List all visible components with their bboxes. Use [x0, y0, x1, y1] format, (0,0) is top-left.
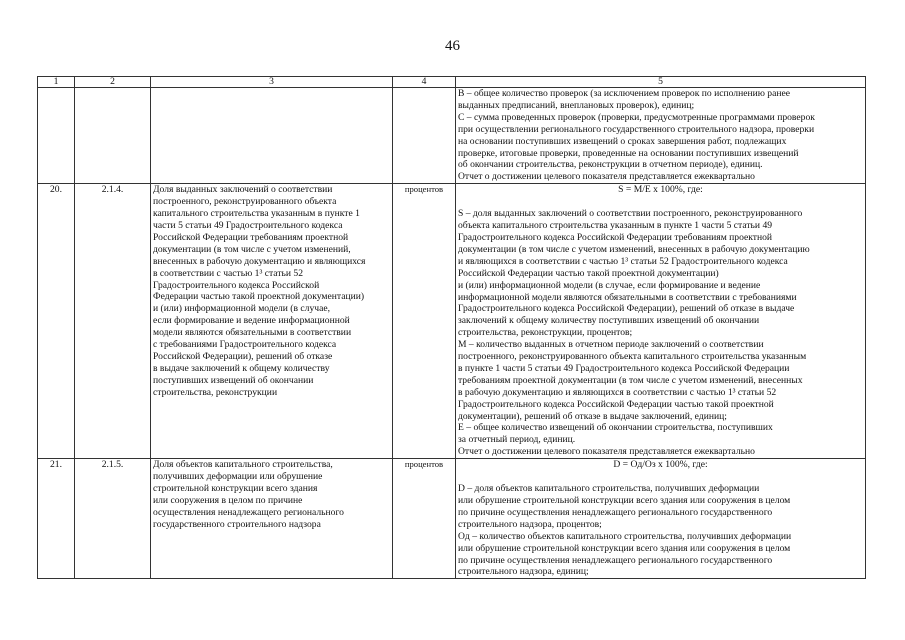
method-line: C – сумма проведенных проверок (проверки, предусмотренные программами проверок	[458, 111, 815, 123]
table-row	[38, 459, 866, 579]
indicator-name	[151, 88, 393, 184]
method-line: и (или) информационной модели (в случае, если формирование и ведение	[458, 279, 761, 291]
table-header-row	[38, 77, 866, 88]
method-line: E – общее количество извещений об окончании строительства, поступивших	[458, 422, 773, 434]
formula: S = M/E x 100%, где:	[618, 184, 703, 196]
header-cell-1: 1	[38, 77, 75, 88]
method-line: в пункте 1 части 5 статьи 49 Градостроительного кодекса Российской Федерации	[458, 362, 790, 374]
indicator-line: Федерации частью такой проектной документации)	[153, 291, 365, 303]
method-line: информационной модели являются обязательными в соответствии с требованиями	[458, 291, 797, 303]
method-line: Отчет о достижении целевого показателя представляется ежеквартально	[458, 171, 755, 183]
method-line: Российской Федерации частью такой проектной документации)	[458, 267, 719, 279]
method-line: выданных предписаний, внеплановых проверок), единиц;	[458, 99, 695, 111]
method-line: об окончании строительства, реконструкции в отчетном периоде), единиц.	[458, 159, 763, 171]
method-line: M – количество выданных в отчетном периоде заключений о соответствии	[458, 339, 764, 351]
method-line: строительного надзора, процентов;	[458, 518, 602, 530]
indicator-line: осуществления ненадлежащего регионального	[153, 506, 344, 518]
table-row	[38, 88, 866, 184]
indicator-line: модели являются обязательными в соответствии	[153, 327, 352, 339]
method-line: на основании поступивших извещений о сроках завершения работ, подлежащих	[458, 135, 787, 147]
method-line: или обрушение строительной конструкции всего здания или сооружения в целом	[458, 542, 791, 554]
blank-line	[458, 471, 863, 483]
method-line: заключений к общему количеству поступивших извещений об окончании	[458, 315, 760, 327]
method-line: в рабочую документацию и являющихся в соответствии с частью 1³ статьи 52	[458, 386, 777, 398]
indicator-line: капитального строительства указанным в пункте 1	[153, 208, 360, 220]
unit-of-measure: процентов	[393, 184, 456, 459]
indicators-table	[37, 76, 866, 579]
row-code	[75, 88, 151, 184]
indicator-line: документации (в том числе с учетом изменений,	[153, 243, 351, 255]
header-cell-5: 5	[456, 77, 866, 88]
method-line: за отчетный период, единиц.	[458, 434, 576, 446]
method-line: строительства, реконструкции, процентов;	[458, 327, 633, 339]
method-line: D – доля объектов капитального строительства, получивших деформации	[458, 483, 760, 495]
method-line: строительного надзора, единиц;	[458, 566, 589, 578]
calculation-method	[456, 184, 866, 459]
method-line: документации), решений об отказе в выдаче заключений, единиц;	[458, 410, 727, 422]
method-line: при осуществлении регионального государственного строительного надзора, проверки	[458, 123, 815, 135]
indicator-line: Российской Федерации требованиям проектной	[153, 231, 349, 243]
indicator-line: с требованиями Градостроительного кодекса	[153, 339, 337, 351]
method-line: проверке, итоговые проверки, проведенные на основании поступивших извещений	[458, 147, 799, 159]
table-row	[38, 184, 866, 459]
indicator-line: в выдаче заключений к общему количеству	[153, 362, 330, 374]
blank-line	[458, 196, 863, 208]
method-line: Градостроительного кодекса Российской Федерации), решений об отказе в выдаче	[458, 303, 795, 315]
indicator-line: поступивших извещений об окончании	[153, 374, 314, 386]
indicator-line: и (или) информационной модели (в случае,	[153, 303, 330, 315]
method-line: и являющихся в соответствии с частью 1³ статьи 52 Градостроительного кодекса	[458, 255, 788, 267]
indicator-line: в соответствии с частью 1³ статьи 52	[153, 267, 304, 279]
indicator-line: Градостроительного кодекса Российской	[153, 279, 320, 291]
indicator-line: или сооружения в целом по причине	[153, 494, 303, 506]
indicator-line: если формирование и ведение информационной	[153, 315, 350, 327]
indicator-line: государственного строительного надзора	[153, 518, 321, 530]
method-line: документации (в том числе с учетом изменений, внесенных в рабочую документацию	[458, 243, 810, 255]
method-line: объекта капитального строительства указанным в пункте 1 части 5 статьи 49	[458, 220, 773, 232]
unit-of-measure	[393, 88, 456, 184]
row-code: 2.1.4.	[75, 184, 151, 459]
indicator-line: части 5 статьи 49 Градостроительного кодекса	[153, 219, 343, 231]
calculation-method	[456, 88, 866, 184]
indicator-name	[151, 459, 393, 579]
method-line: Отчет о достижении целевого показателя представляется ежеквартально	[458, 446, 755, 458]
indicator-name	[151, 184, 393, 459]
calculation-method	[456, 459, 866, 579]
indicator-line: внесенных в рабочую документацию и являющихся	[153, 255, 366, 267]
method-line: Oд – количество объектов капитального строительства, получивших деформации	[458, 530, 792, 542]
method-line: S – доля выданных заключений о соответствии построенного, реконструированного	[458, 208, 803, 220]
indicator-line: Доля выданных заключений о соответствии	[153, 184, 333, 196]
indicator-line: построенного, реконструированного объекта	[153, 196, 337, 208]
row-number: 21.	[38, 459, 75, 579]
unit-of-measure: процентов	[393, 459, 456, 579]
indicator-line: Доля объектов капитального строительства,	[153, 459, 333, 471]
method-line: требованиям проектной документации (в том числе с учетом изменений, внесенных	[458, 374, 803, 386]
method-line: Градостроительного кодекса Российской Федерации частью такой проектной	[458, 398, 774, 410]
method-line: по причине осуществления ненадлежащего регионального государственного	[458, 554, 773, 566]
method-line: B – общее количество проверок (за исключением проверок по исполнению ранее	[458, 88, 791, 99]
formula: D = Oд/Oз x 100%, где:	[613, 459, 708, 471]
method-line: или обрушение строительной конструкции всего здания или сооружения в целом	[458, 495, 791, 506]
method-line: Градостроительного кодекса Российской Федерации требованиям проектной	[458, 231, 773, 243]
header-cell-2: 2	[75, 77, 151, 88]
method-line: построенного, реконструированного объекта капитального строительства указанным	[458, 351, 807, 363]
indicator-line: строительства, реконструкции	[153, 386, 278, 398]
header-cell-4: 4	[393, 77, 456, 88]
indicator-line: строительной конструкции всего здания	[153, 483, 318, 494]
page-number: 46	[445, 38, 460, 54]
indicator-line: получивших деформации или обрушение	[153, 471, 323, 483]
row-number: 20.	[38, 184, 75, 459]
row-code: 2.1.5.	[75, 459, 151, 579]
method-line: по причине осуществления ненадлежащего регионального государственного	[458, 506, 773, 518]
row-number	[38, 88, 75, 184]
header-cell-3: 3	[151, 77, 393, 88]
indicator-line: Российской Федерации), решений об отказе	[153, 350, 333, 362]
